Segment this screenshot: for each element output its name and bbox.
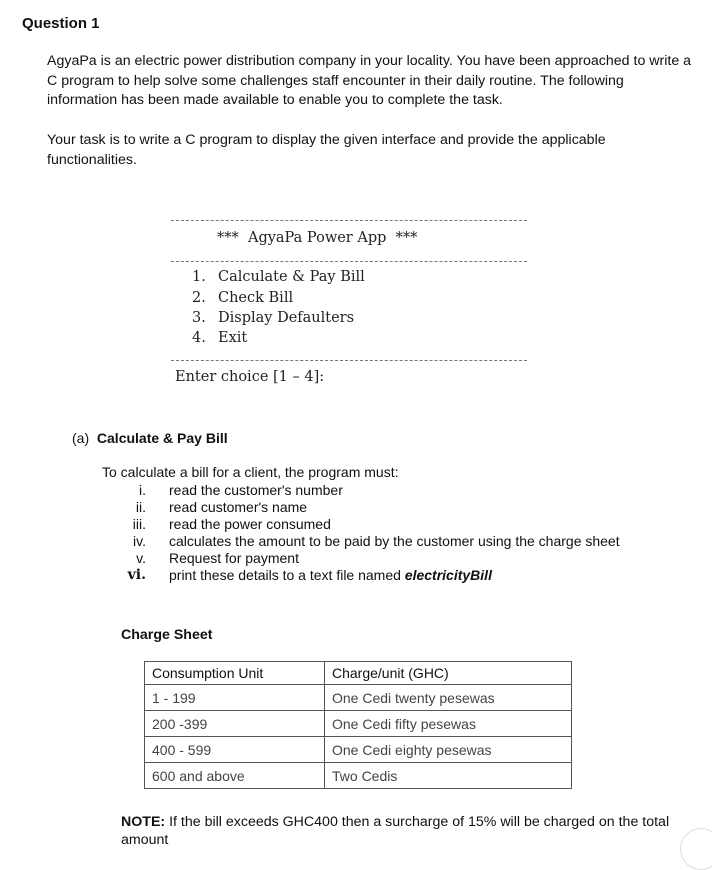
table-cell: 600 and above <box>145 763 325 789</box>
step-list: i. read the customer's number ii. read customer's name iii. read the power consumed iv. calculates the amount to be paid by the customer using the charge sheet v. Request for payment vi. print these details to a text file named electricityBill <box>127 482 620 583</box>
note-label: NOTE: <box>121 814 166 830</box>
divider-line <box>171 360 527 361</box>
charge-sheet-table <box>144 661 572 789</box>
page-corner-decoration <box>680 828 712 870</box>
table-row <box>145 737 572 763</box>
filename-emphasis: electricityBill <box>404 567 492 583</box>
question-title: Question 1 <box>22 15 100 32</box>
charge-sheet-title: Charge Sheet <box>121 627 213 643</box>
task-paragraph: Your task is to write a C program to display the given interface and provide the applicable functionalities. <box>47 132 606 168</box>
table-cell: One Cedi fifty pesewas <box>325 711 572 737</box>
table-cell: Two Cedis <box>325 763 572 789</box>
intro-paragraph: AgyaPa is an electric power distribution company in your locality. You have been approached to write a C program to help solve some challenges staff encounter in their daily routine. The following information has been made available to enable you to complete the task. <box>47 53 692 108</box>
note-paragraph: NOTE: If the bill exceeds GHC400 then a surcharge of 15% will be charged on the total amount <box>121 814 670 848</box>
divider-line <box>171 261 527 262</box>
table-cell: 1 - 199 <box>145 685 325 711</box>
section-a-heading: (a) Calculate & Pay Bill <box>72 430 228 446</box>
column-header: Consumption Unit <box>145 662 325 685</box>
menu-item-calculate-pay-bill: 1. Calculate & Pay Bill <box>192 269 365 285</box>
table-cell: One Cedi twenty pesewas <box>325 685 572 711</box>
enter-choice-prompt: Enter choice [1 – 4]: <box>175 369 325 385</box>
section-a-lead: To calculate a bill for a client, the program must: <box>102 464 399 480</box>
column-header: Charge/unit (GHC) <box>325 662 572 685</box>
app-header: *** AgyaPa Power App *** <box>217 230 418 246</box>
menu-item-check-bill: 2. Check Bill <box>192 290 294 306</box>
menu-item-exit: 4. Exit <box>192 330 248 346</box>
table-header-row <box>145 662 572 685</box>
divider-line <box>171 220 527 221</box>
table-row <box>145 685 572 711</box>
table-row <box>145 763 572 789</box>
table-cell: One Cedi eighty pesewas <box>325 737 572 763</box>
table-row <box>145 711 572 737</box>
menu-item-display-defaulters: 3. Display Defaulters <box>192 310 355 326</box>
table-cell: 200 -399 <box>145 711 325 737</box>
table-cell: 400 - 599 <box>145 737 325 763</box>
